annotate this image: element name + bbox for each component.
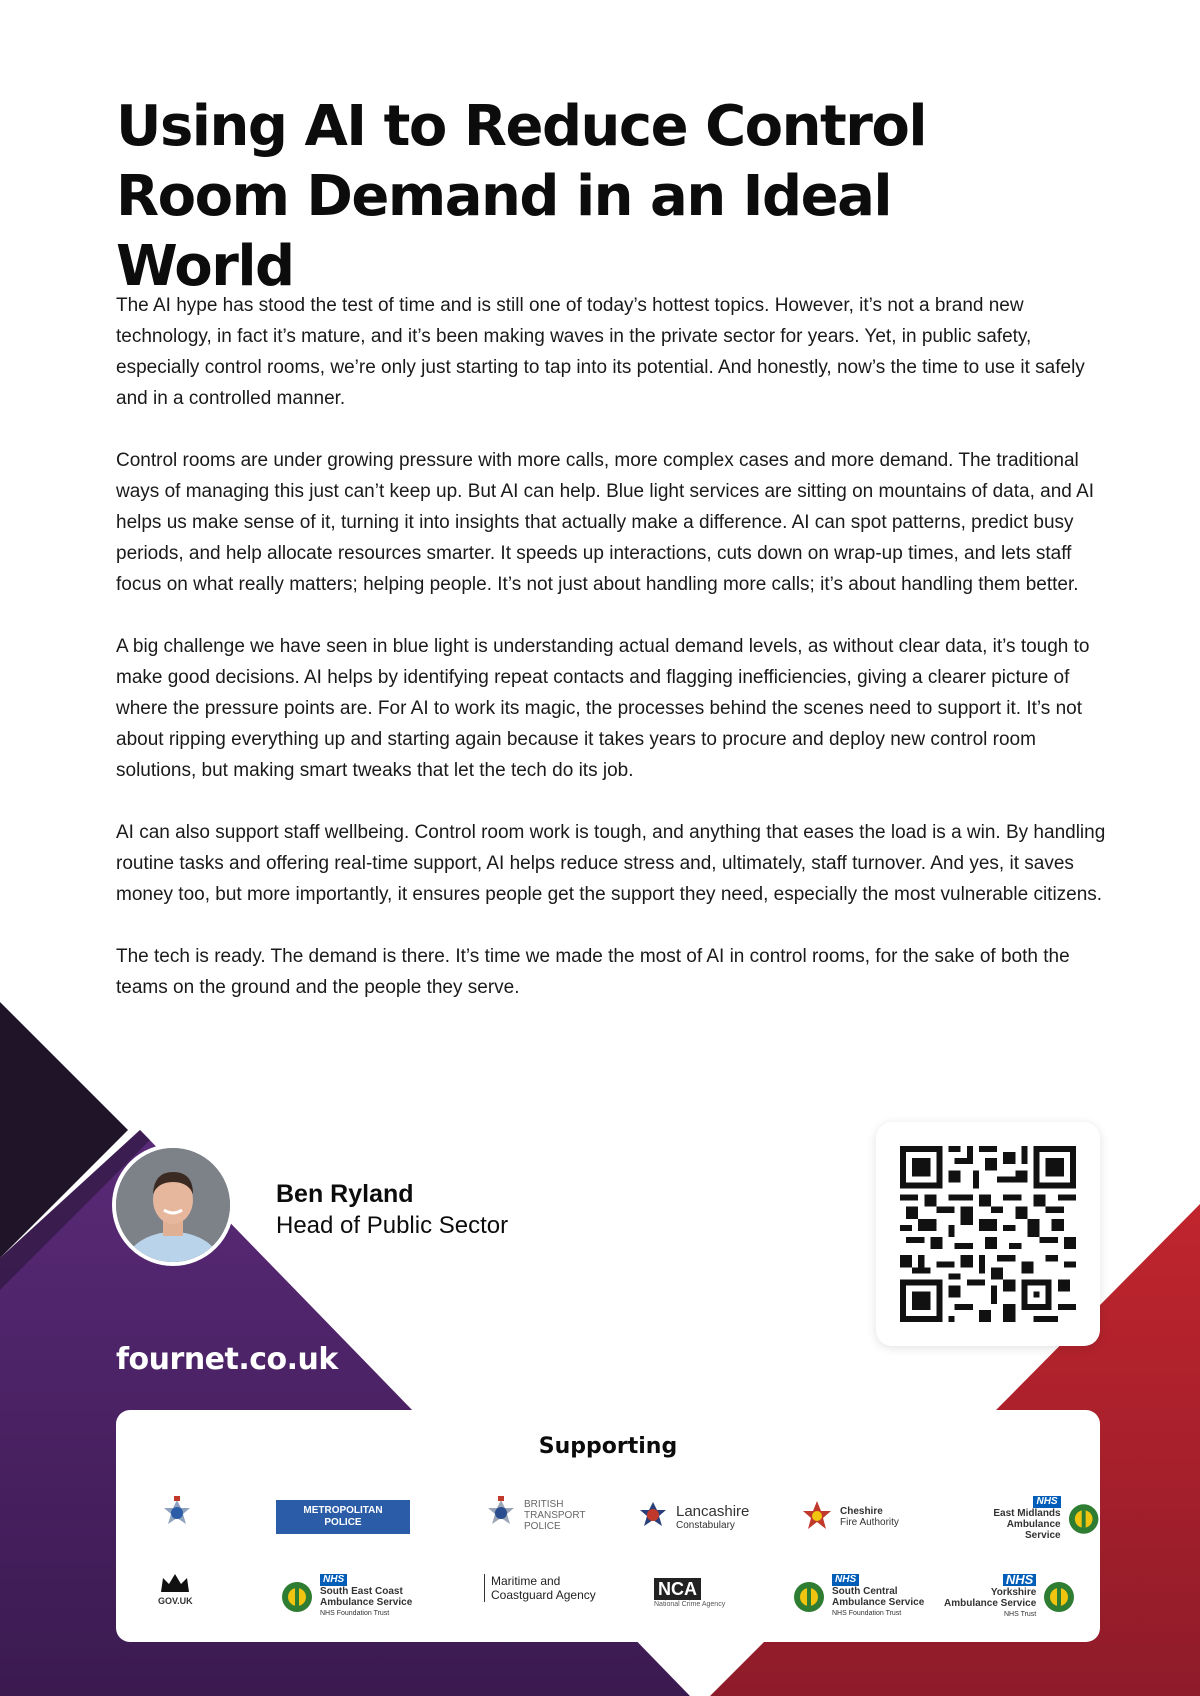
yk-line-3: NHS Trust: [1003, 1611, 1037, 1618]
paragraph-5: The tech is ready. The demand is there. It’s time we made the most of AI in control rooms, for the sake of both the teams on the ground and the people they serve.: [116, 946, 1070, 998]
nhs-badge: NHS: [1003, 1574, 1036, 1586]
police-crest-logo: [160, 1496, 194, 1534]
em-line-1: East Midlands: [993, 1508, 1061, 1519]
paragraph-1: The AI hype has stood the test of time and is still one of today’s hottest topics. However, it’s not a brand new technology, in fact it’s mature, and it’s been making waves in the private sector for years. Yet, in public safety, especially control rooms, we’re only just starting to tap into its potential. And honestly, now’s the time to use it safely and in a controlled manner.: [116, 295, 1085, 409]
paragraph-3: A big challenge we have seen in blue light is understanding actual demand levels, as without clear data, it’s tough to make good decisions. AI helps by identifying repeat contacts and flagging inefficiencies, giving a clearer picture of where the pressure points are. For AI to work its magic, the processes behind the scenes need to support it. It’s not about ripping everything up and starting again because it takes years to procure and deploy new control room solutions, but making smart tweaks that let the tech do its job.: [116, 636, 1090, 781]
south-east-coast-ambulance-logo: [280, 1574, 412, 1619]
qr-code: [900, 1146, 1076, 1322]
nca-subtitle: National Crime Agency: [654, 1601, 726, 1608]
supporting-title: Supporting: [538, 1434, 678, 1459]
yk-line-1: Yorkshire: [990, 1587, 1037, 1598]
lancs-line-1: Lancashire: [676, 1502, 750, 1520]
sc-line-2: Ambulance Service: [832, 1597, 925, 1608]
paragraph-2: Control rooms are under growing pressure with more calls, more complex cases and more demand. The traditional ways of managing this just can’t keep up. But AI can help. Blue light services are sitting on mountains of data, and AI helps us make sense of it, turning it into insights that actually make a difference. AI can spot patterns, predict busy periods, and help allocate resources smarter. It speeds up interactions, cuts down on wrap-up times, and lets staff focus on what really matters; helping people. It’s not just about handling more calls; it’s about handling them better.: [116, 450, 1095, 595]
sec-line-3: NHS Foundation Trust: [320, 1610, 390, 1617]
author-name: Ben Ryland: [276, 1180, 414, 1208]
east-midlands-ambulance-logo: [970, 1496, 1100, 1541]
south-central-ambulance-logo: [792, 1574, 924, 1619]
met-line-1: METROPOLITAN: [303, 1505, 383, 1516]
ambulance-crest-icon: [1042, 1578, 1076, 1616]
paragraph-4: AI can also support staff wellbeing. Control room work is tough, and anything that eases the load is a win. By handling routine tasks and offering real-time support, AI helps reduce stress and, ultimately, staff turnover. And yes, it saves money too, but more importantly, it ensures people get the support they need, especially the most vulnerable citizens.: [116, 822, 1106, 905]
qr-code-card[interactable]: [876, 1122, 1100, 1346]
maritime-coastguard-logo: [484, 1574, 596, 1602]
cheshire-line-2: Fire Authority: [840, 1517, 899, 1528]
ambulance-crest-icon: [280, 1578, 314, 1616]
national-crime-agency-logo: [654, 1578, 725, 1608]
crown-icon: [159, 1572, 191, 1594]
nhs-badge: NHS: [320, 1574, 347, 1586]
author-role: Head of Public Sector: [276, 1212, 509, 1239]
btp-line-3: POLICE: [524, 1520, 561, 1532]
nhs-badge: NHS: [832, 1574, 859, 1586]
title-line-1: Using AI to Reduce Control: [116, 94, 927, 159]
sc-line-3: NHS Foundation Trust: [832, 1610, 902, 1617]
article-body: [116, 290, 1106, 1034]
page-title: [116, 92, 1016, 302]
author-avatar: [112, 1144, 234, 1266]
mca-line-2: Coastguard Agency: [491, 1588, 596, 1602]
british-transport-police-logo: [484, 1496, 586, 1534]
btp-line-2: TRANSPORT: [524, 1509, 586, 1521]
met-line-2: POLICE: [324, 1517, 362, 1528]
gov-uk-logo: [158, 1572, 193, 1607]
govuk-label: GOV.UK: [158, 1596, 193, 1606]
supporting-logos-card: [116, 1410, 1100, 1642]
police-star-icon: [160, 1496, 194, 1534]
cheshire-line-1: Cheshire: [840, 1506, 883, 1517]
lancashire-constabulary-logo: [636, 1498, 749, 1536]
nhs-badge: NHS: [1033, 1496, 1060, 1508]
nca-badge: NCA: [654, 1578, 701, 1600]
sec-line-1: South East Coast: [320, 1586, 403, 1597]
metropolitan-police-logo: [276, 1500, 410, 1534]
lancashire-crest-icon: [636, 1498, 670, 1536]
sc-line-1: South Central: [832, 1586, 898, 1597]
ambulance-crest-icon: [792, 1578, 826, 1616]
btp-crest-icon: [484, 1496, 518, 1534]
cheshire-fire-authority-logo: [800, 1498, 899, 1536]
ambulance-crest-icon: [1067, 1500, 1100, 1538]
btp-line-1: BRITISH: [524, 1498, 564, 1510]
fire-service-icon: [800, 1498, 834, 1536]
title-line-2: Room Demand in an Ideal World: [116, 164, 892, 299]
em-line-2: Ambulance Service: [1006, 1519, 1061, 1541]
website-link[interactable]: fournet.co.uk: [116, 1342, 338, 1377]
sec-line-2: Ambulance Service: [320, 1597, 413, 1608]
yorkshire-ambulance-logo: [944, 1574, 1076, 1620]
met-police-badge: [276, 1500, 410, 1534]
lancs-line-2: Constabulary: [676, 1519, 735, 1531]
yk-line-2: Ambulance Service: [944, 1598, 1037, 1609]
mca-line-1: Maritime and: [491, 1574, 561, 1588]
